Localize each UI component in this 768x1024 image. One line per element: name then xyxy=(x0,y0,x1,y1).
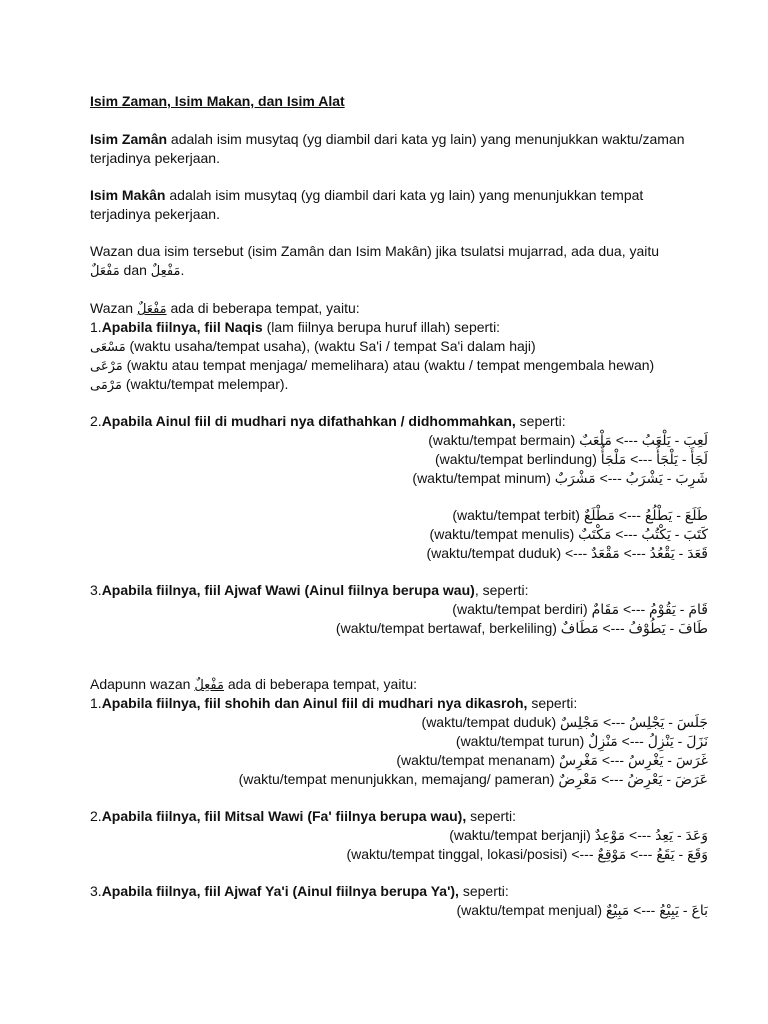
wazan-form-mafal: مَفْعَلٌ xyxy=(90,264,120,279)
section-mafil-prefix: Adapunn wazan xyxy=(90,676,195,692)
item-number: 2. xyxy=(90,808,102,824)
mafil-item-1-example-4: عَرَضَ - يَعْرِضُ ---> مَعْرِضٌ (waktu/tempat menunjukkan, memajang/ pameran) xyxy=(238,771,708,787)
item-after: , seperti: xyxy=(474,582,529,598)
wazan-form-mafil: مَفْعِلٌ xyxy=(150,264,181,279)
mafil-item-3-heading xyxy=(90,881,708,901)
section-mafil-suffix: ada di beberapa tempat, yaitu: xyxy=(223,676,417,692)
definition-zaman-cont: terjadinya pekerjaan. xyxy=(90,150,220,166)
item-heading: Apabila fiilnya, fiil Mitsal Wawi (Fa' fiilnya berupa wau), xyxy=(101,808,467,824)
item-heading: Apabila fiilnya, fiil Ajwaf Ya'i (Ainul fiilnya berupa Ya'), xyxy=(101,883,459,899)
example-text: (waktu atau tempat menjaga/ memelihara) atau (waktu / tempat mengembala hewan) xyxy=(122,357,655,373)
term-zaman: Isim Zamân xyxy=(90,131,168,147)
document-title: Isim Zaman, Isim Makan, dan Isim Alat xyxy=(90,93,345,109)
section-mafal-prefix: Wazan xyxy=(90,300,137,316)
example-arabic: مَسْعَى xyxy=(90,340,126,355)
definition-zaman xyxy=(90,129,708,149)
example-text: (waktu usaha/tempat usaha), (waktu Sa'i / tempat Sa'i dalam haji) xyxy=(125,338,536,354)
mafil-item-1-heading xyxy=(90,693,708,713)
item-heading: Apabila fiilnya, fiil shohih dan Ainul fiil di mudhari nya dikasroh, xyxy=(101,695,528,711)
item-after: seperti: xyxy=(515,413,566,429)
mafal-item-2-example-5: كَتَبَ - يَكْتُبُ ---> مَكْتَبٌ (waktu/tempat menulis) xyxy=(429,526,708,542)
example-arabic: مَرْعَى xyxy=(90,359,123,374)
mafal-item-2-example-6: قَعَدَ - يَقْعُدُ ---> مَقْعَدٌ ---> (waktu/tempat duduk) xyxy=(426,545,708,561)
item-number: 3. xyxy=(90,582,102,598)
wazan-forms xyxy=(90,260,708,282)
item-after: seperti: xyxy=(458,883,509,899)
definition-makan-cont: terjadinya pekerjaan. xyxy=(90,206,220,222)
item-number: 2. xyxy=(90,413,102,429)
example-text: (waktu/tempat melempar). xyxy=(121,376,289,392)
mafal-item-1-heading xyxy=(90,317,708,337)
mafil-item-1-example-2: نَزَلَ - يَنْزِلُ ---> مَنْزِلٌ (waktu/tempat turun) xyxy=(455,733,708,749)
mafal-item-3-heading xyxy=(90,580,708,600)
item-number: 1. xyxy=(90,695,102,711)
section-mafal-form: مَفْعَلٌ xyxy=(136,302,167,317)
definition-makan xyxy=(90,185,708,205)
section-mafil-form: مَفْعِلٌ xyxy=(194,678,224,693)
mafal-item-2-heading xyxy=(90,411,708,431)
item-after: (lam fiilnya berupa huruf illah) seperti: xyxy=(262,319,501,335)
mafil-item-3-example-1: بَاعَ - يَبِيْعُ ---> مَبِيْعٌ (waktu/tempat menjual) xyxy=(456,902,708,918)
wazan-intro: Wazan dua isim tersebut (isim Zamân dan Isim Makân) jika tsulatsi mujarrad, ada dua, yaitu xyxy=(90,243,660,259)
item-after: seperti: xyxy=(466,808,517,824)
mafal-item-3-example-1: قَامَ - يَقُوْمُ ---> مَقَامٌ (waktu/tempat berdiri) xyxy=(452,601,708,617)
definition-zaman-text: adalah isim musytaq (yg diambil dari kata yg lain) yang menunjukkan waktu/zaman xyxy=(167,131,685,147)
mafal-item-2-example-3: شَرِبَ - يَشْرَبُ ---> مَشْرَبٌ (waktu/tempat minum) xyxy=(412,470,708,486)
mafal-item-1-example-3 xyxy=(90,374,708,396)
term-makan: Isim Makân xyxy=(90,187,166,203)
mafil-item-2-example-2: وَقَعَ - يَقَعُ ---> مَوْقِعٌ ---> (waktu/tempat tinggal, lokasi/posisi) xyxy=(346,846,708,862)
item-heading: Apabila Ainul fiil di mudhari nya difathahkan / didhommahkan, xyxy=(101,413,516,429)
mafil-item-2-heading xyxy=(90,806,708,826)
mafal-item-2-example-4: طَلَعَ - يَطْلُعُ ---> مَطْلَعٌ (waktu/tempat terbit) xyxy=(452,507,708,523)
mafil-item-1-example-3: غَرَسَ - يَغْرِسُ ---> مَغْرِسٌ (waktu/tempat menanam) xyxy=(396,752,708,768)
item-after: seperti: xyxy=(527,695,578,711)
mafil-item-1-example-1: جَلَسَ - يَجْلِسُ ---> مَجْلِسٌ (waktu/tempat duduk) xyxy=(421,714,708,730)
mafal-item-3-example-2: طَافَ - يَطُوْفُ ---> مَطَافٌ (waktu/tempat bertawaf, berkeliling) xyxy=(335,620,708,636)
wazan-end: . xyxy=(180,262,185,278)
mafal-item-2-example-1: لَعِبَ - يَلْعَبُ ---> مَلْعَبٌ (waktu/tempat bermain) xyxy=(428,432,708,448)
item-heading: Apabila fiilnya, fiil Naqis xyxy=(101,319,263,335)
definition-makan-text: adalah isim musytaq (yg diambil dari kata yg lain) yang menunjukkan tempat xyxy=(165,187,644,203)
section-mafal-suffix: ada di beberapa tempat, yaitu: xyxy=(166,300,360,316)
mafal-item-2-example-2: لَجَأَ - يَلْجَأُ ---> مَلْجَأٌ (waktu/tempat berlindung) xyxy=(435,451,708,467)
item-number: 3. xyxy=(90,883,102,899)
item-number: 1. xyxy=(90,319,102,335)
wazan-dan: dan xyxy=(119,262,151,278)
example-arabic: مَرْمَى xyxy=(90,378,122,393)
mafil-item-2-example-1: وَعَدَ - يَعِدُ ---> مَوْعِدٌ (waktu/tempat berjanji) xyxy=(449,827,708,843)
item-heading: Apabila fiilnya, fiil Ajwaf Wawi (Ainul fiilnya berupa wau) xyxy=(101,582,475,598)
